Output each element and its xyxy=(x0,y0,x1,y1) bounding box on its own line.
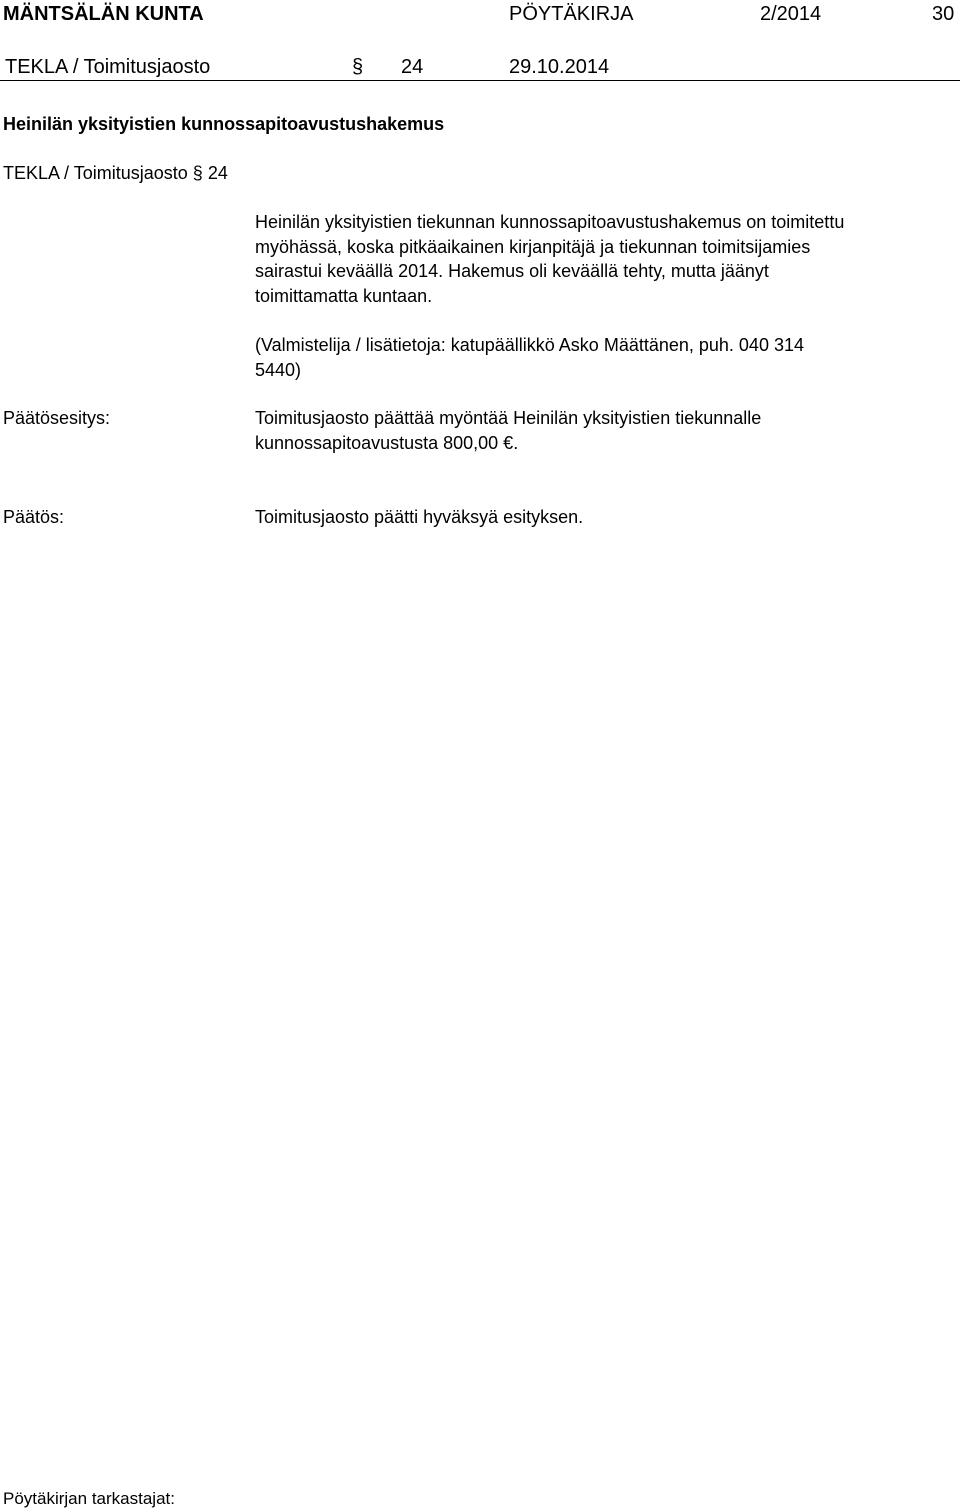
section-number: 24 xyxy=(401,56,424,78)
decision-line: Toimitusjaosto päätti hyväksyä esityksen. xyxy=(255,507,584,527)
document-number: 2/2014 xyxy=(760,3,822,25)
item-title: Heinilän yksityistien kunnossapitoavustushakemus xyxy=(3,114,445,134)
section-symbol: § xyxy=(352,56,364,78)
decision-label: Päätös: xyxy=(3,507,65,527)
document-type: PÖYTÄKIRJA xyxy=(509,3,634,25)
preparer-line: 5440) xyxy=(255,359,302,380)
proposal-text xyxy=(255,406,955,455)
proposal-line: kunnossapitoavustusta 800,00 €. xyxy=(255,432,519,453)
decision-text xyxy=(255,505,955,530)
preparer-info xyxy=(255,333,955,382)
page-number: 30 xyxy=(932,3,955,25)
meeting-date: 29.10.2014 xyxy=(509,56,610,78)
header-divider xyxy=(0,80,960,81)
reference-committee: TEKLA / Toimitusjaosto xyxy=(3,163,188,183)
committee-name: TEKLA / Toimitusjaosto xyxy=(5,56,211,78)
proposal-label: Päätösesitys: xyxy=(3,408,111,428)
reference-number: 24 xyxy=(207,163,228,183)
description-line: toimittamatta kuntaan. xyxy=(255,285,433,306)
preparer-line: (Valmistelija / lisätietoja: katupäällikkö Asko Määttänen, puh. 040 314 xyxy=(255,335,804,355)
description-line: myöhässä, koska pitkäaikainen kirjanpitäjä ja tiekunnan toimitsijamies xyxy=(255,236,811,257)
item-reference xyxy=(3,161,228,186)
reference-symbol: § xyxy=(192,163,203,183)
description-line: Heinilän yksityistien tiekunnan kunnossapitoavustushakemus on toimitettu xyxy=(255,212,845,232)
proposal-line: Toimitusjaosto päättää myöntää Heinilän yksityistien tiekunnalle xyxy=(255,408,762,428)
description-line: sairastui keväällä 2014. Hakemus oli keväällä tehty, mutta jäänyt xyxy=(255,261,769,281)
municipality-name: MÄNTSÄLÄN KUNTA xyxy=(3,3,204,25)
inspectors-label: Pöytäkirjan tarkastajat: xyxy=(3,1489,175,1508)
item-description xyxy=(255,210,955,308)
